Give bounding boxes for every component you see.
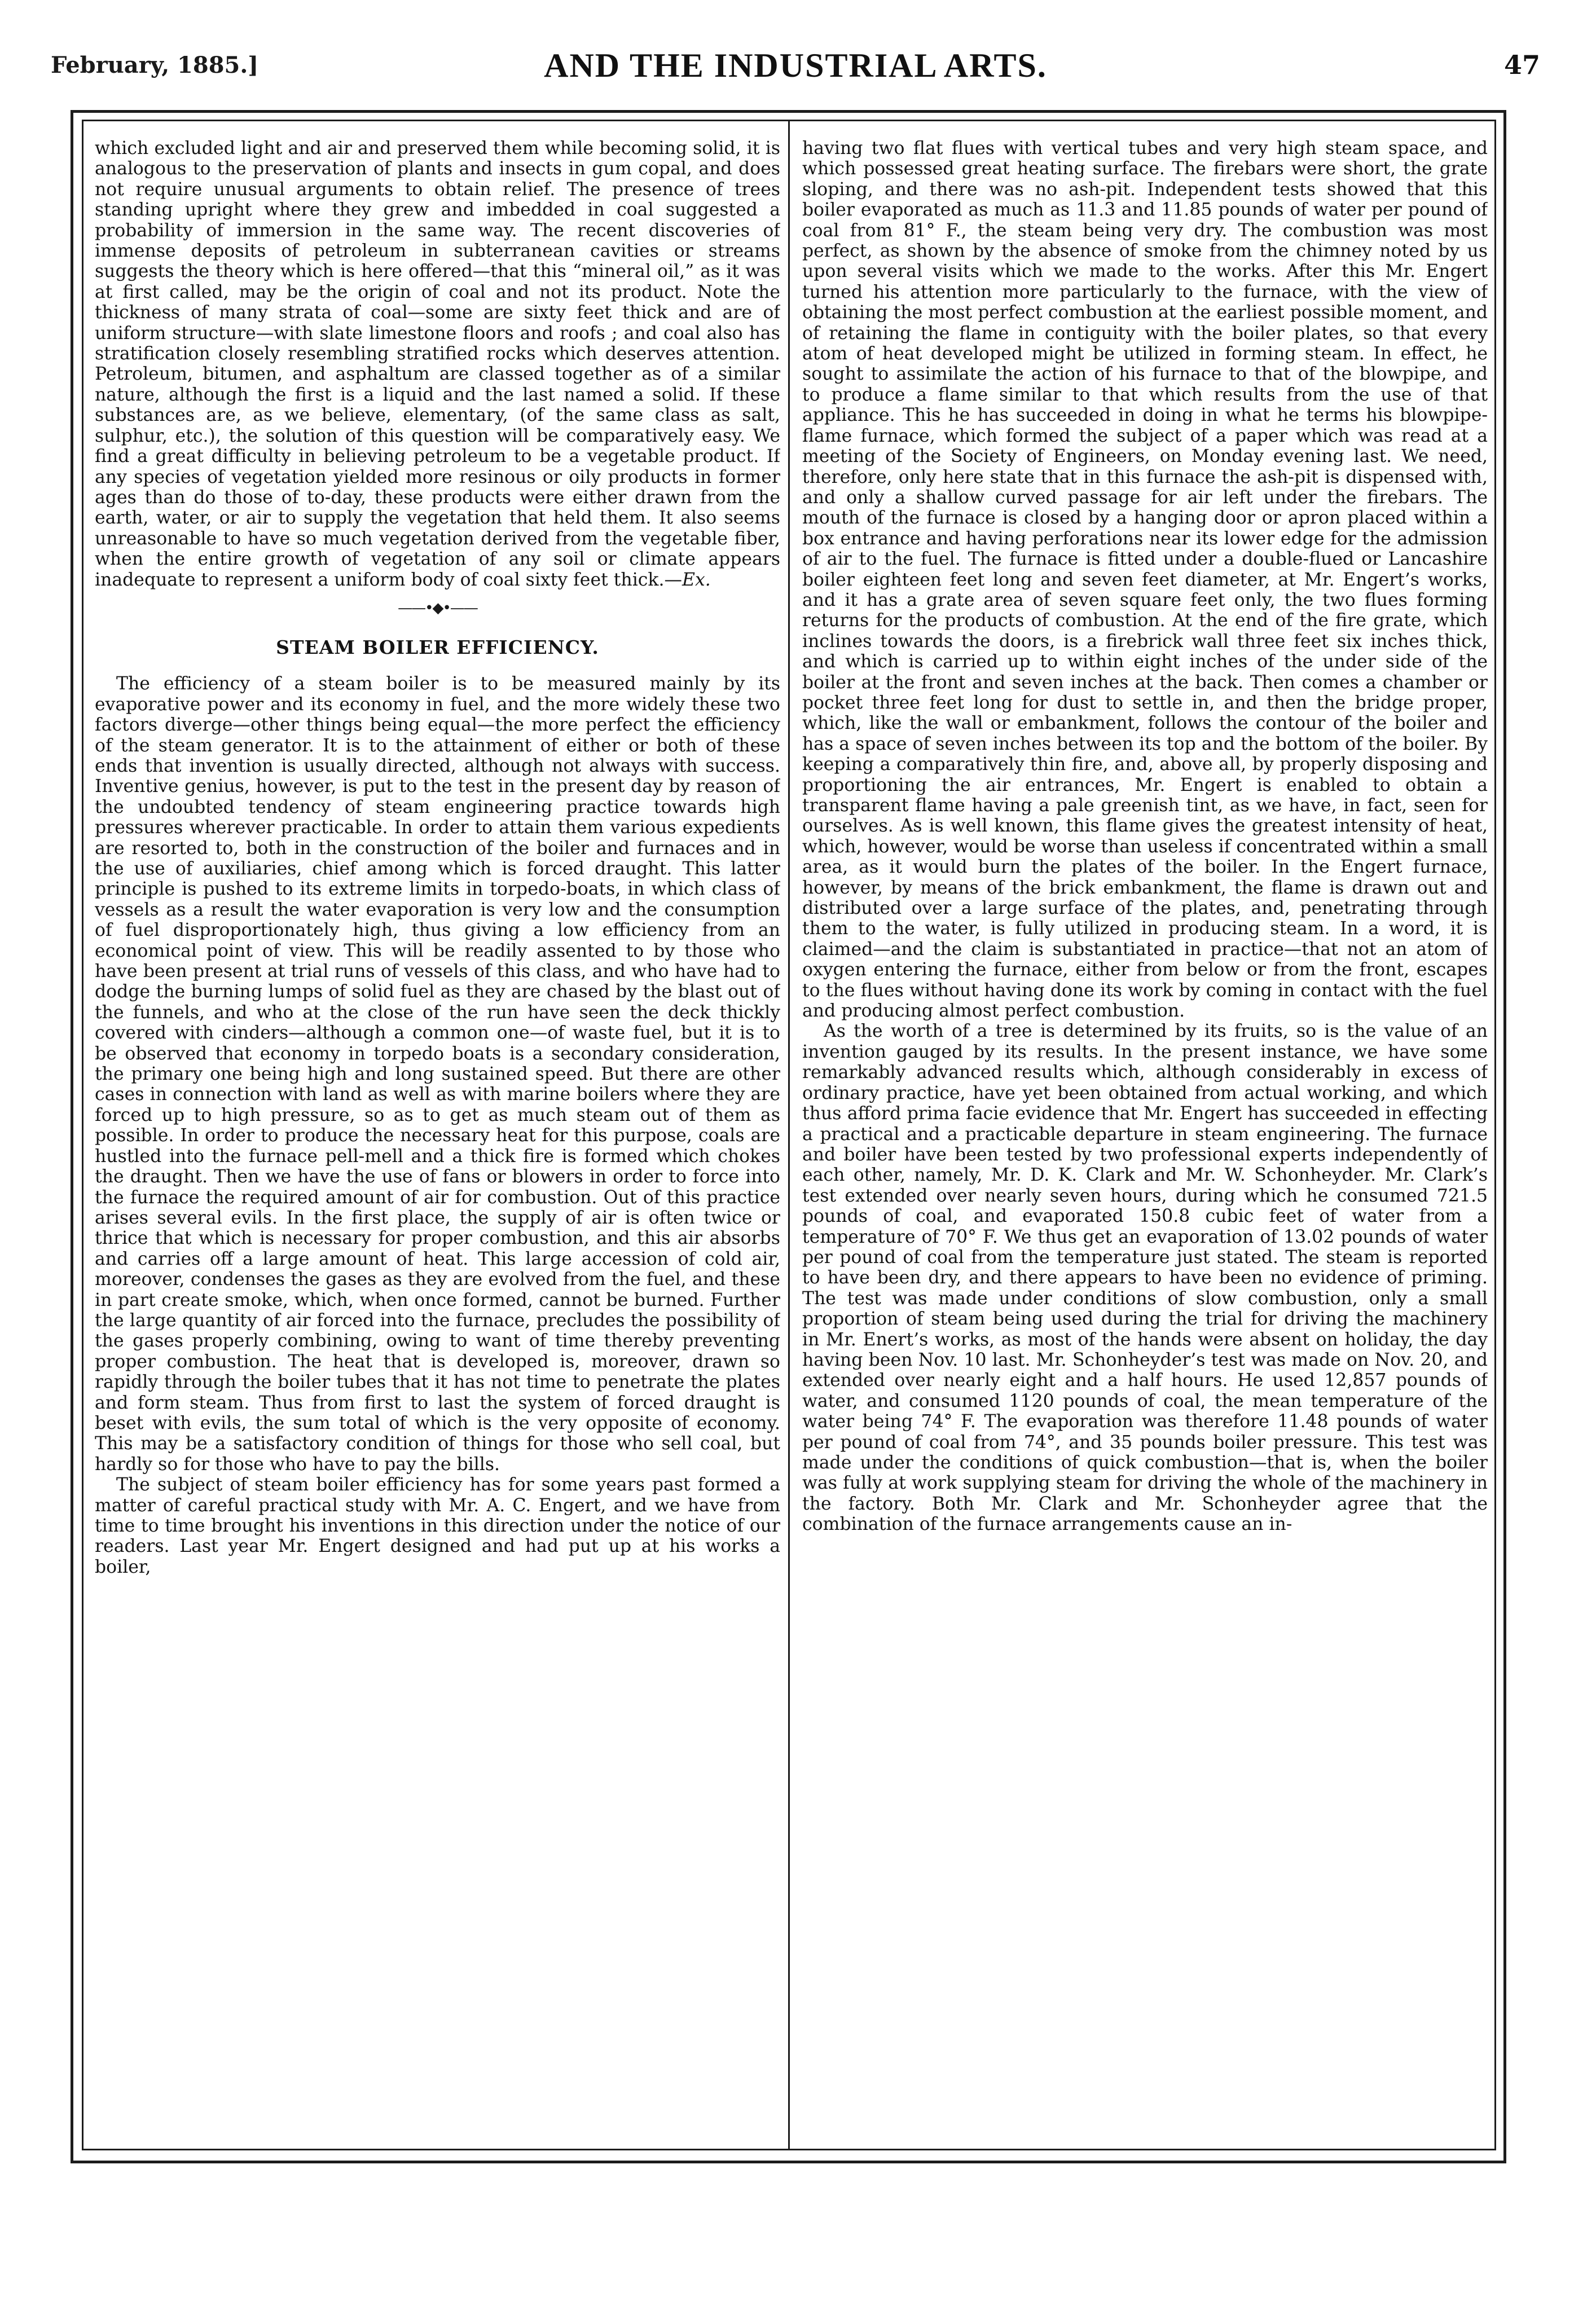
column-divider <box>788 120 790 2150</box>
article-paragraph-3: having two flat flues with vertical tubes and very high steam space, and which possessed great heating surface. The firebars were short, the grate sloping, and there was no ash-pit. Independent tests showed that this boiler evaporated as much as 11.3 and 11.85 pounds of water per pound of coal from 81° F., the steam being very dry. The combustion was most perfect, as shown by the absence of smoke from the chimney noted by us upon several visits which we made to the works. After this Mr. Engert turned his attention more particularly to the furnace, with the view of obtaining the most perfect combustion at the earliest possible moment, and of retaining the flame in contiguity with the boiler plates, so that every atom of heat developed might be utilized in forming steam. In effect, he sought to assimilate the action of his furnace to that of the blowpipe, and to produce a flame similar to that which results from the use of that appliance. This he has succeeded in doing in what he terms his blowpipe-flame furnace, which formed the subject of a paper which was read at a meeting of the Society of Engineers, on Monday evening last. We need, therefore, only here state that in this furnace the ash-pit is dispensed with, and only a shallow curved passage for air left under the firebars. The mouth of the furnace is closed by a hanging door or apron placed within a box entrance and having perforations near its lower edge for the admission of air to the fuel. The furnace is fitted under a double-flued or Lancashire boiler eighteen feet long and seven feet diameter, at Mr. Engert’s works, and it has a grate area of seven square feet only, the two flues forming returns for the products of combustion. At the end of the fire grate, which inclines towards the doors, is a firebrick wall three feet six inches thick, and which is carried up to within eight inches of the under side of the boiler at the front and seven inches at the back. Then comes a chamber or pocket three feet long for dust to settle in, and then the bridge proper, which, like the wall or embankment, follows the contour of the boiler and has a space of seven inches between its top and the bottom of the boiler. By keeping a comparatively thin fire, and, above all, by properly disposing and proportioning the air entrances, Mr. Engert is enabled to obtain a transparent flame having a pale greenish tint, as we have, in fact, seen for ourselves. As is well known, this flame gives the greatest intensity of heat, which, however, would be worse than useless if concentrated within a small area, as it would burn the plates of the boiler. In the Engert furnace, however, by means of the brick embankment, the flame is drawn out and distributed over a large surface of the plates, and, penetrating through them to the water, is fully utilized in producing steam. In a word, it is claimed—and the claim is substantiated in practice—that not an atom of oxygen entering the furnace, either from below or from the front, escapes to the flues without having done its work by coming in contact with the fuel and producing almost perfect combustion. <box>802 138 1488 1022</box>
page-number: 47 <box>1503 50 1540 80</box>
section-separator-ornament: ——•◆•—— <box>398 599 477 617</box>
article-paragraph-1: The efficiency of a steam boiler is to be measured mainly by its evaporative power and its economy in fuel, and the more widely these two factors diverge—other things being equal—the more perfect the efficiency of the steam generator. It is to the attainment of either or both of these ends that invention is usually directed, although not always with success. Inventive genius, however, is put to the test in the present day by reason of the undoubted tendency of steam engineering practice towards high pressures wherever practicable. In order to attain them various expedients are resorted to, both in the construction of the boiler and furnaces and in the use of auxiliaries, chief among which is forced draught. This latter principle is pushed to its extreme limits in torpedo-boats, in which class of vessels as a result the water evaporation is very low and the consumption of fuel disproportionately high, thus giving a low efficiency from an economical point of view. This will be readily assented to by those who have been present at trial runs of vessels of this class, and who have had to dodge the burning lumps of solid fuel as they are chased by the blast out of the funnels, and who at the close of the run have seen the deck thickly covered with cinders—although a common one—of waste fuel, but it is to be observed that economy in torpedo boats is a secondary consideration, the primary one being high and long sustained speed. But there are other cases in connection with land as well as with marine boilers where they are forced up to high pressure, so as to get as much steam out of them as possible. In order to produce the necessary heat for this purpose, coals are hustled into the furnace pell-mell and a thick fire is formed which chokes the draught. Then we have the use of fans or blowers in order to force into the furnace the required amount of air for combustion. Out of this practice arises several evils. In the first place, the supply of air is often twice or thrice that which is necessary for proper combustion, and this air absorbs and carries off a large amount of heat. This large accession of cold air, moreover, condenses the gases as they are evolved from the fuel, and these in part create smoke, which, when once formed, cannot be burned. Further the large quantity of air forced into the furnace, precludes the possibility of the gases properly combining, owing to want of time thereby preventing proper combustion. The heat that is developed is, moreover, drawn so rapidly through the boiler tubes that it has not time to penetrate the plates and form steam. Thus from first to last the system of forced draught is beset with evils, the sum total of which is the very opposite of economy. This may be a satisfactory condition of things for those who sell coal, but hardly so for those who have to pay the bills. <box>95 674 780 1475</box>
article-paragraph-4: As the worth of a tree is determined by its fruits, so is the value of an invention gauged by its results. In the present instance, we have some remarkably advanced results which, although considerably in excess of ordinary practice, have yet been obtained from actual working, and which thus afford prima facie evidence that Mr. Engert has succeeded in effecting a practical and a practicable departure in steam engineering. The furnace and boiler have been tested by two professional experts independently of each other, namely, Mr. D. K. Clark and Mr. W. Schonheyder. Mr. Clark’s test extended over nearly seven hours, during which he consumed 721.5 pounds of coal, and evaporated 150.8 cubic feet of water from a temperature of 70° F. We thus get an evaporation of 13.02 pounds of water per pound of coal from the temperature just stated. The steam is reported to have been dry, and there appears to have been no evidence of priming. The test was made under conditions of slow combustion, only a small proportion of steam being used during the trial for driving the machinery in Mr. Enert’s works, as most of the hands were absent on holiday, the day having been Nov. 10 last. Mr. Schonheyder’s test was made on Nov. 20, and extended over nearly eight and a half hours. He used 12,857 pounds of water, and consumed 1120 pounds of coal, the mean temperature of the water being 74° F. The evaporation was therefore 11.48 pounds of water per pound of coal from 74°, and 35 pounds boiler pressure. This test was made under the conditions of quick combustion—that is, when the boiler was fully at work supplying steam for driving the whole of the machinery in the factory. Both Mr. Clark and Mr. Schonheyder agree that the combination of the furnace arrangements cause an in- <box>802 1021 1488 1535</box>
article-paragraph-2: The subject of steam boiler efficiency has for some years past formed a matter of careful practical study with Mr. A. C. Engert, and we have from time to time brought his inventions in this direction under the notice of our readers. Last year Mr. Engert designed and had put up at his works a boiler, <box>95 1475 780 1577</box>
page-header <box>51 46 1540 91</box>
issue-date: February, 1885.] <box>51 52 259 78</box>
left-column <box>95 138 780 2146</box>
article-title: STEAM BOILER EFFICIENCY. <box>276 636 599 658</box>
continued-article-paragraph <box>95 138 780 590</box>
source-signature: Ex. <box>682 569 711 590</box>
right-column <box>802 138 1488 2146</box>
running-title: AND THE INDUSTRIAL ARTS. <box>544 47 1047 84</box>
continued-article-text: which excluded light and air and preserved them while becoming solid, it is analogous to the preservation of plants and insects in gum copal, and does not require unusual arguments to obtain relief. The presence of trees standing upright where they grew and imbedded in coal suggested a probability of immersion in the same way. The recent discoveries of immense deposits of petroleum in subterranean cavities or streams suggests the theory which is here offered—that this “mineral oil,” as it was at first called, may be the origin of coal and not its product. Note the thickness of many strata of coal—some are sixty feet thick and are of uniform structure—with slate limestone floors and roofs ; and coal also has stratification closely resembling stratified rocks which deserves attention. Petroleum, bitumen, and asphaltum are classed together as of a similar nature, although the first is a liquid and the last named a solid. If these substances are, as we believe, elementary, (of the same class as salt, sulphur, etc.), the solution of this question will be comparatively easy. We find a great difficulty in believing petroleum to be a vegetable product. If any species of vegetation yielded more resinous or oily products in former ages than do those of to-day, these products were either drawn from the earth, water, or air to supply the vegetation that held them. It also seems unreasonable to have so much vegetation derived from the vegetable fiber, when the entire growth of vegetation of any soil or climate appears inadequate to represent a uniform body of coal sixty feet thick.— <box>95 138 780 590</box>
